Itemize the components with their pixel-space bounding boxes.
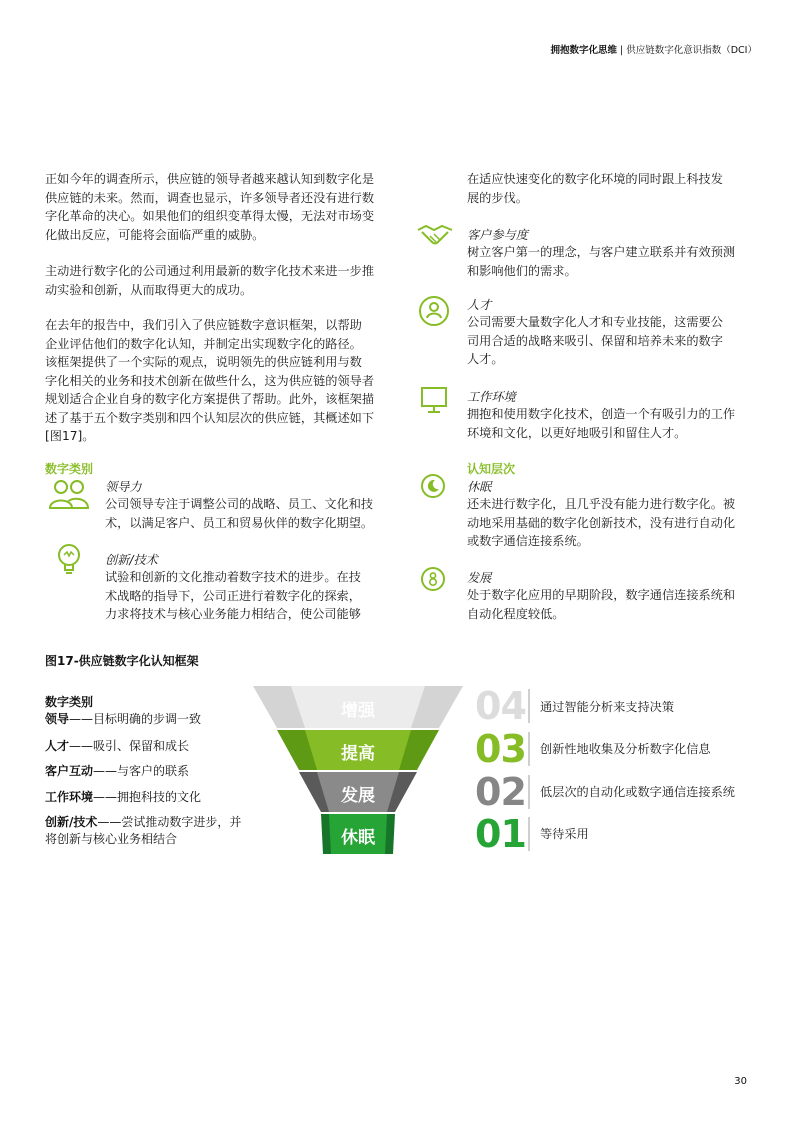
legend-desc: ——与客户的联系 [93, 764, 190, 778]
header-separator: | [620, 45, 624, 56]
person-circle-icon [418, 295, 450, 327]
legend-desc: ——吸引、保留和成长 [69, 739, 190, 753]
text-line: 拥抱和使用数字化技术，创造一个有吸引力的工作 [467, 407, 736, 421]
page-number: 30 [734, 1076, 747, 1087]
text-line: 公司需要大量数字化人才和专业技能，这需要公 [467, 315, 723, 329]
figure-title: 图17-供应链数字化认知框架 [45, 654, 199, 668]
dormant-text [467, 495, 735, 551]
legend-term: 工作环境 [45, 790, 94, 804]
level-text-04: 通过智能分析来支持决策 [540, 700, 675, 714]
text-line: 企业评估他们的数字化认知，并制定出实现数字化的路径。 [45, 336, 362, 351]
legend-term: 创新/技术 [45, 815, 98, 829]
text-line: 处于数字化应用的早期阶段，数字通信连接系统和 [467, 588, 736, 602]
text-line: 字化相关的业务和技术创新在做些什么，这为供应链的领导者 [45, 373, 375, 388]
level-divider [528, 689, 530, 723]
level-text-02: 低层次的自动化或数字通信连接系统 [540, 785, 735, 799]
text-line: 在去年的报告中，我们引入了供应链数字意识框架，以帮助 [45, 318, 362, 332]
text-line: 公司领导专注于调整公司的战略、员工、文化和技 [105, 497, 374, 511]
text-line: 化做出反应，可能将会面临严重的威胁。 [45, 227, 265, 242]
workplace-title: 工作环境 [467, 390, 516, 404]
level-number-03: 03 [475, 727, 526, 771]
level-number-04: 04 [475, 684, 526, 728]
text-line: 述了基于五个数字类别和四个认知层次的供应链，其概述如下 [45, 410, 375, 425]
text-line: [图17]。 [45, 429, 95, 443]
text-line: 自动化程度较低。 [467, 606, 565, 621]
talent-text [467, 313, 723, 369]
level-divider [528, 817, 530, 851]
text-line: 和影响他们的需求。 [467, 263, 577, 278]
customer-text [467, 243, 735, 280]
text-line: 司用合适的战略来吸引、保留和培养未来的数字 [467, 333, 723, 348]
leadership-title: 领导力 [105, 480, 142, 494]
monitor-icon [420, 386, 448, 414]
people-icon [48, 478, 90, 510]
legend-item-innovation [45, 814, 241, 830]
legend-item-leadership [45, 711, 201, 727]
framework-paragraph [45, 316, 374, 446]
running-header [551, 42, 757, 56]
legend-item-talent [45, 738, 189, 754]
funnel-label-develop: 发展 [341, 786, 375, 806]
customer-title: 客户参与度 [467, 228, 528, 242]
text-line: 力求将技术与核心业务能力相结合，使公司能够 [105, 607, 361, 621]
text-line: 动地采用基础的数字化创新技术，没有进行自动化 [467, 515, 736, 530]
lightbulb-icon [56, 543, 82, 575]
header-subtitle: 供应链数字化意识指数（DCI） [626, 45, 757, 56]
header-section: 拥抱数字化思维 [550, 45, 618, 56]
legend-desc: ——拥抱科技的文化 [93, 790, 202, 804]
level-text-01: 等待采用 [540, 827, 589, 841]
text-line: 规划适合企业自身的数字化方案提供了帮助。此外，该框架描 [45, 392, 375, 406]
text-line: 在适应快速变化的数字化环境的同时跟上科技发 [467, 172, 723, 186]
intro-paragraph [45, 170, 374, 244]
text-line: 还未进行数字化，且几乎没有能力进行数字化。被 [467, 497, 736, 511]
text-line: 试验和创新的文化推动着数字技术的进步。在技 [105, 570, 361, 584]
developing-text [467, 586, 735, 623]
legend-term: 人才 [45, 739, 70, 753]
funnel-label-dormant: 休眠 [341, 828, 375, 848]
moon-icon [420, 473, 446, 499]
workplace-text [467, 405, 735, 442]
dormant-title: 休眠 [467, 480, 492, 494]
text-line: 术，以满足客户、员工和贸易伙伴的数字化期望。 [105, 515, 374, 530]
innovation-title: 创新/技术 [105, 553, 158, 567]
digital-categories-title: 数字类别 [45, 462, 94, 476]
level-divider [528, 775, 530, 809]
proactive-paragraph [45, 262, 374, 299]
level-number-01: 01 [475, 812, 526, 856]
legend-term: 领导 [45, 712, 70, 726]
text-line: 展的步伐。 [467, 190, 528, 205]
leadership-text [105, 495, 373, 532]
funnel-label-enhance: 增强 [341, 701, 375, 721]
continued-paragraph [467, 170, 723, 207]
developing-title: 发展 [467, 571, 492, 585]
text-line: 或数字通信连接系统。 [467, 534, 589, 548]
level-divider [528, 732, 530, 766]
level-text-03: 创新性地收集及分析数字化信息 [540, 742, 711, 756]
text-line: 主动进行数字化的公司通过利用最新的数字化技术来进一步推 [45, 264, 375, 278]
handshake-icon [416, 222, 454, 250]
text-line: 正如今年的调查所示，供应链的领导者越来越认知到数字化是 [45, 172, 375, 186]
legend-desc: ——目标明确的步调一致 [69, 712, 202, 726]
legend-heading-text: 数字类别 [45, 695, 94, 709]
funnel-label-improve: 提高 [341, 744, 375, 764]
text-line: 术战略的指导下，公司正进行着数字化的探索， [105, 588, 361, 603]
legend-item-workplace [45, 789, 201, 805]
text-line: 该框架提供了一个实际的观点，说明领先的供应链利用与数 [45, 355, 362, 369]
text-line: 字化革命的决心。如果他们的组织变革得太慢，无法对市场变 [45, 209, 375, 223]
legend-desc: ——尝试推动数字进步，并 [97, 815, 242, 829]
text-line: 树立客户第一的理念，与客户建立联系并有效预测 [467, 245, 736, 259]
legend-term: 客户互动 [45, 764, 94, 778]
text-line: 环境和文化，以更好地吸引和留住人才。 [467, 425, 687, 440]
legend-item-innovation-cont [45, 831, 177, 847]
text-line: 人才。 [467, 352, 504, 366]
talent-title: 人才 [467, 298, 492, 312]
text-line: 动实验和创新，从而取得更大的成功。 [45, 282, 253, 297]
text-line: 供应链的未来。然而，调查也显示，许多领导者还没有进行数 [45, 190, 375, 205]
awareness-levels-title: 认知层次 [467, 462, 516, 476]
innovation-text [105, 568, 361, 624]
number-eight-icon [420, 566, 446, 592]
level-number-02: 02 [475, 770, 526, 814]
legend-item-customer [45, 763, 189, 779]
legend-desc: 将创新与核心业务相结合 [45, 832, 178, 846]
awareness-funnel [253, 686, 463, 860]
legend-heading [45, 694, 93, 710]
